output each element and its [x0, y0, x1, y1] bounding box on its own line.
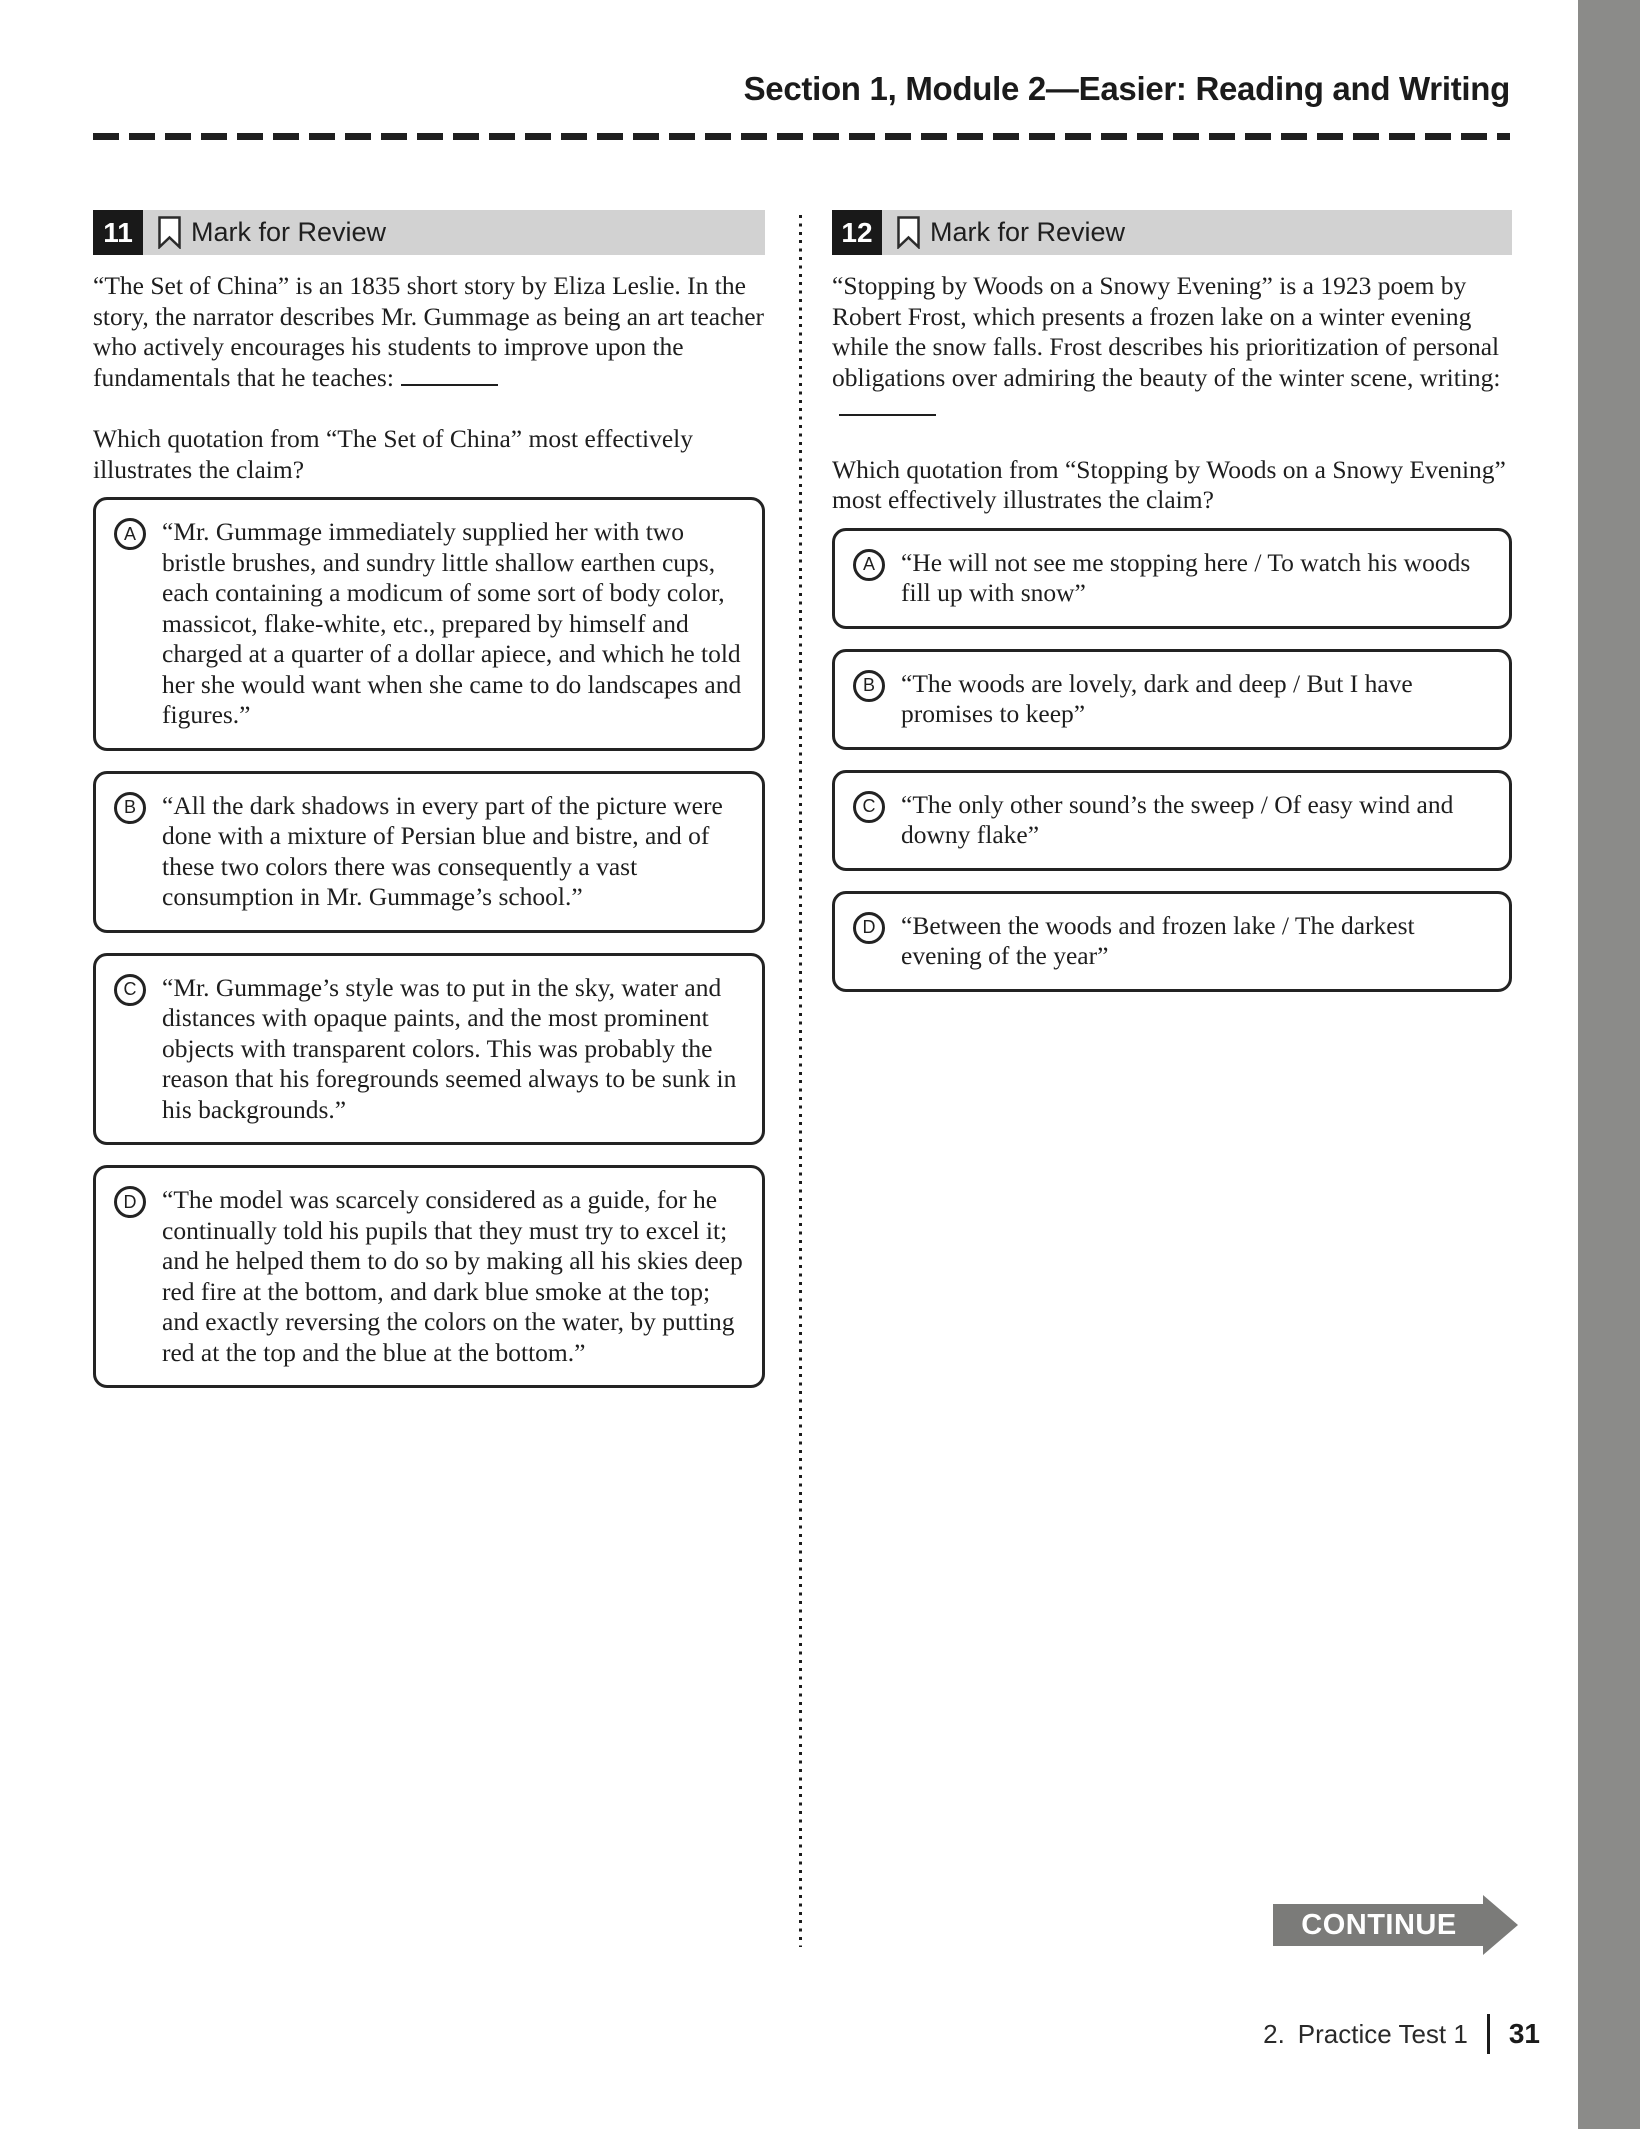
question-12-options	[832, 528, 1512, 992]
question-12-passage	[832, 271, 1512, 424]
question-12-stem: Which quotation from “Stopping by Woods on a Snowy Evening” most effectively illustrates the claim?	[832, 454, 1506, 514]
mark-for-review-button[interactable]	[143, 210, 765, 255]
option-text: “All the dark shadows in every part of the picture were done with a mixture of Persian blue and bistre, and of these two colors there was consequently a vast consumption in Mr. Gummage’s school.”	[162, 790, 723, 911]
option-letter-badge: D	[853, 912, 885, 944]
mark-for-review-label: Mark for Review	[191, 217, 387, 247]
question-11-option-a[interactable]	[93, 497, 765, 751]
question-11-header	[93, 210, 765, 255]
fill-in-blank	[401, 380, 498, 386]
section-title: Section 1, Module 2—Easier: Reading and Writing	[743, 70, 1510, 107]
option-text: “Mr. Gummage’s style was to put in the sky, water and distances with opaque paints, and the most prominent objects with transparent colors. This was probably the reason that his foregrounds seemed always to be sunk in his backgrounds.”	[162, 972, 737, 1124]
question-number-badge: 12	[832, 210, 882, 255]
question-12-option-d[interactable]	[832, 891, 1512, 992]
footer-separator	[1487, 2014, 1490, 2054]
continue-button[interactable]	[1273, 1895, 1518, 1955]
footer-chapter-title: Practice Test 1	[1297, 2018, 1468, 2049]
bookmark-icon	[158, 216, 181, 249]
mark-for-review-label: Mark for Review	[930, 217, 1126, 247]
question-11-option-b[interactable]	[93, 771, 765, 933]
dashed-rule	[93, 133, 1510, 140]
footer-chapter-number: 2.	[1263, 2018, 1285, 2049]
question-12-option-c[interactable]	[832, 770, 1512, 871]
option-text: “He will not see me stopping here / To watch his woods fill up with snow”	[901, 547, 1471, 607]
option-text: “The model was scarcely considered as a guide, for he continually told his pupils that they must try to excel it; and he helped them to do so by making all his skies deep red fire at the bottom, and dark blue smoke at the top; and exactly reversing the colors on the water, by putting red at the top and the blue at the bottom.”	[162, 1185, 743, 1367]
option-text: “The woods are lovely, dark and deep / But I have promises to keep”	[901, 668, 1413, 728]
question-11-passage	[93, 271, 765, 393]
page-footer	[1263, 2012, 1540, 2056]
column-divider	[799, 215, 802, 1947]
question-11-options	[93, 497, 765, 1388]
option-text: “Between the woods and frozen lake / The darkest evening of the year”	[901, 910, 1415, 970]
option-letter-badge: B	[853, 670, 885, 702]
question-11-option-c[interactable]	[93, 953, 765, 1146]
option-letter-badge: C	[853, 791, 885, 823]
bookmark-icon	[897, 216, 920, 249]
page-edge-strip	[1578, 0, 1640, 2129]
fill-in-blank	[839, 410, 936, 416]
question-12-option-b[interactable]	[832, 649, 1512, 750]
option-letter-badge: A	[853, 549, 885, 581]
question-11-option-d[interactable]	[93, 1165, 765, 1388]
mark-for-review-button[interactable]	[882, 210, 1512, 255]
option-letter-badge: A	[114, 518, 146, 550]
question-12-header	[832, 210, 1512, 255]
question-12-block	[832, 210, 1512, 1012]
question-number-badge: 11	[93, 210, 143, 255]
passage-text: “Stopping by Woods on a Snowy Evening” is a 1923 poem by Robert Frost, which presents a frozen lake on a winter evening while the snow falls. Frost describes his prioritization of personal obligations over admiring the beauty of the winter scene, writing:	[832, 271, 1501, 392]
option-letter-badge: D	[114, 1186, 146, 1218]
option-text: “Mr. Gummage immediately supplied her with two bristle brushes, and sundry little shallow earthen cups, each containing a modicum of some sort of body color, massicot, flake-white, etc., prepared by himself and charged at a quarter of a dollar apiece, and which he told her she would want when she came to do landscapes and figures.”	[162, 517, 742, 729]
continue-label: CONTINUE	[1301, 1909, 1457, 1941]
question-12-option-a[interactable]	[832, 528, 1512, 629]
question-11-block	[93, 210, 765, 1408]
option-letter-badge: C	[114, 974, 146, 1006]
passage-text: “The Set of China” is an 1835 short story by Eliza Leslie. In the story, the narrator describes Mr. Gummage as being an art teacher who actively encourages his students to improve upon the fundamentals that he teaches:	[93, 271, 765, 392]
option-letter-badge: B	[114, 792, 146, 824]
question-11-stem: Which quotation from “The Set of China” most effectively illustrates the claim?	[93, 424, 694, 484]
option-text: “The only other sound’s the sweep / Of easy wind and downy flake”	[901, 789, 1454, 849]
footer-page-number: 31	[1508, 2018, 1540, 2049]
